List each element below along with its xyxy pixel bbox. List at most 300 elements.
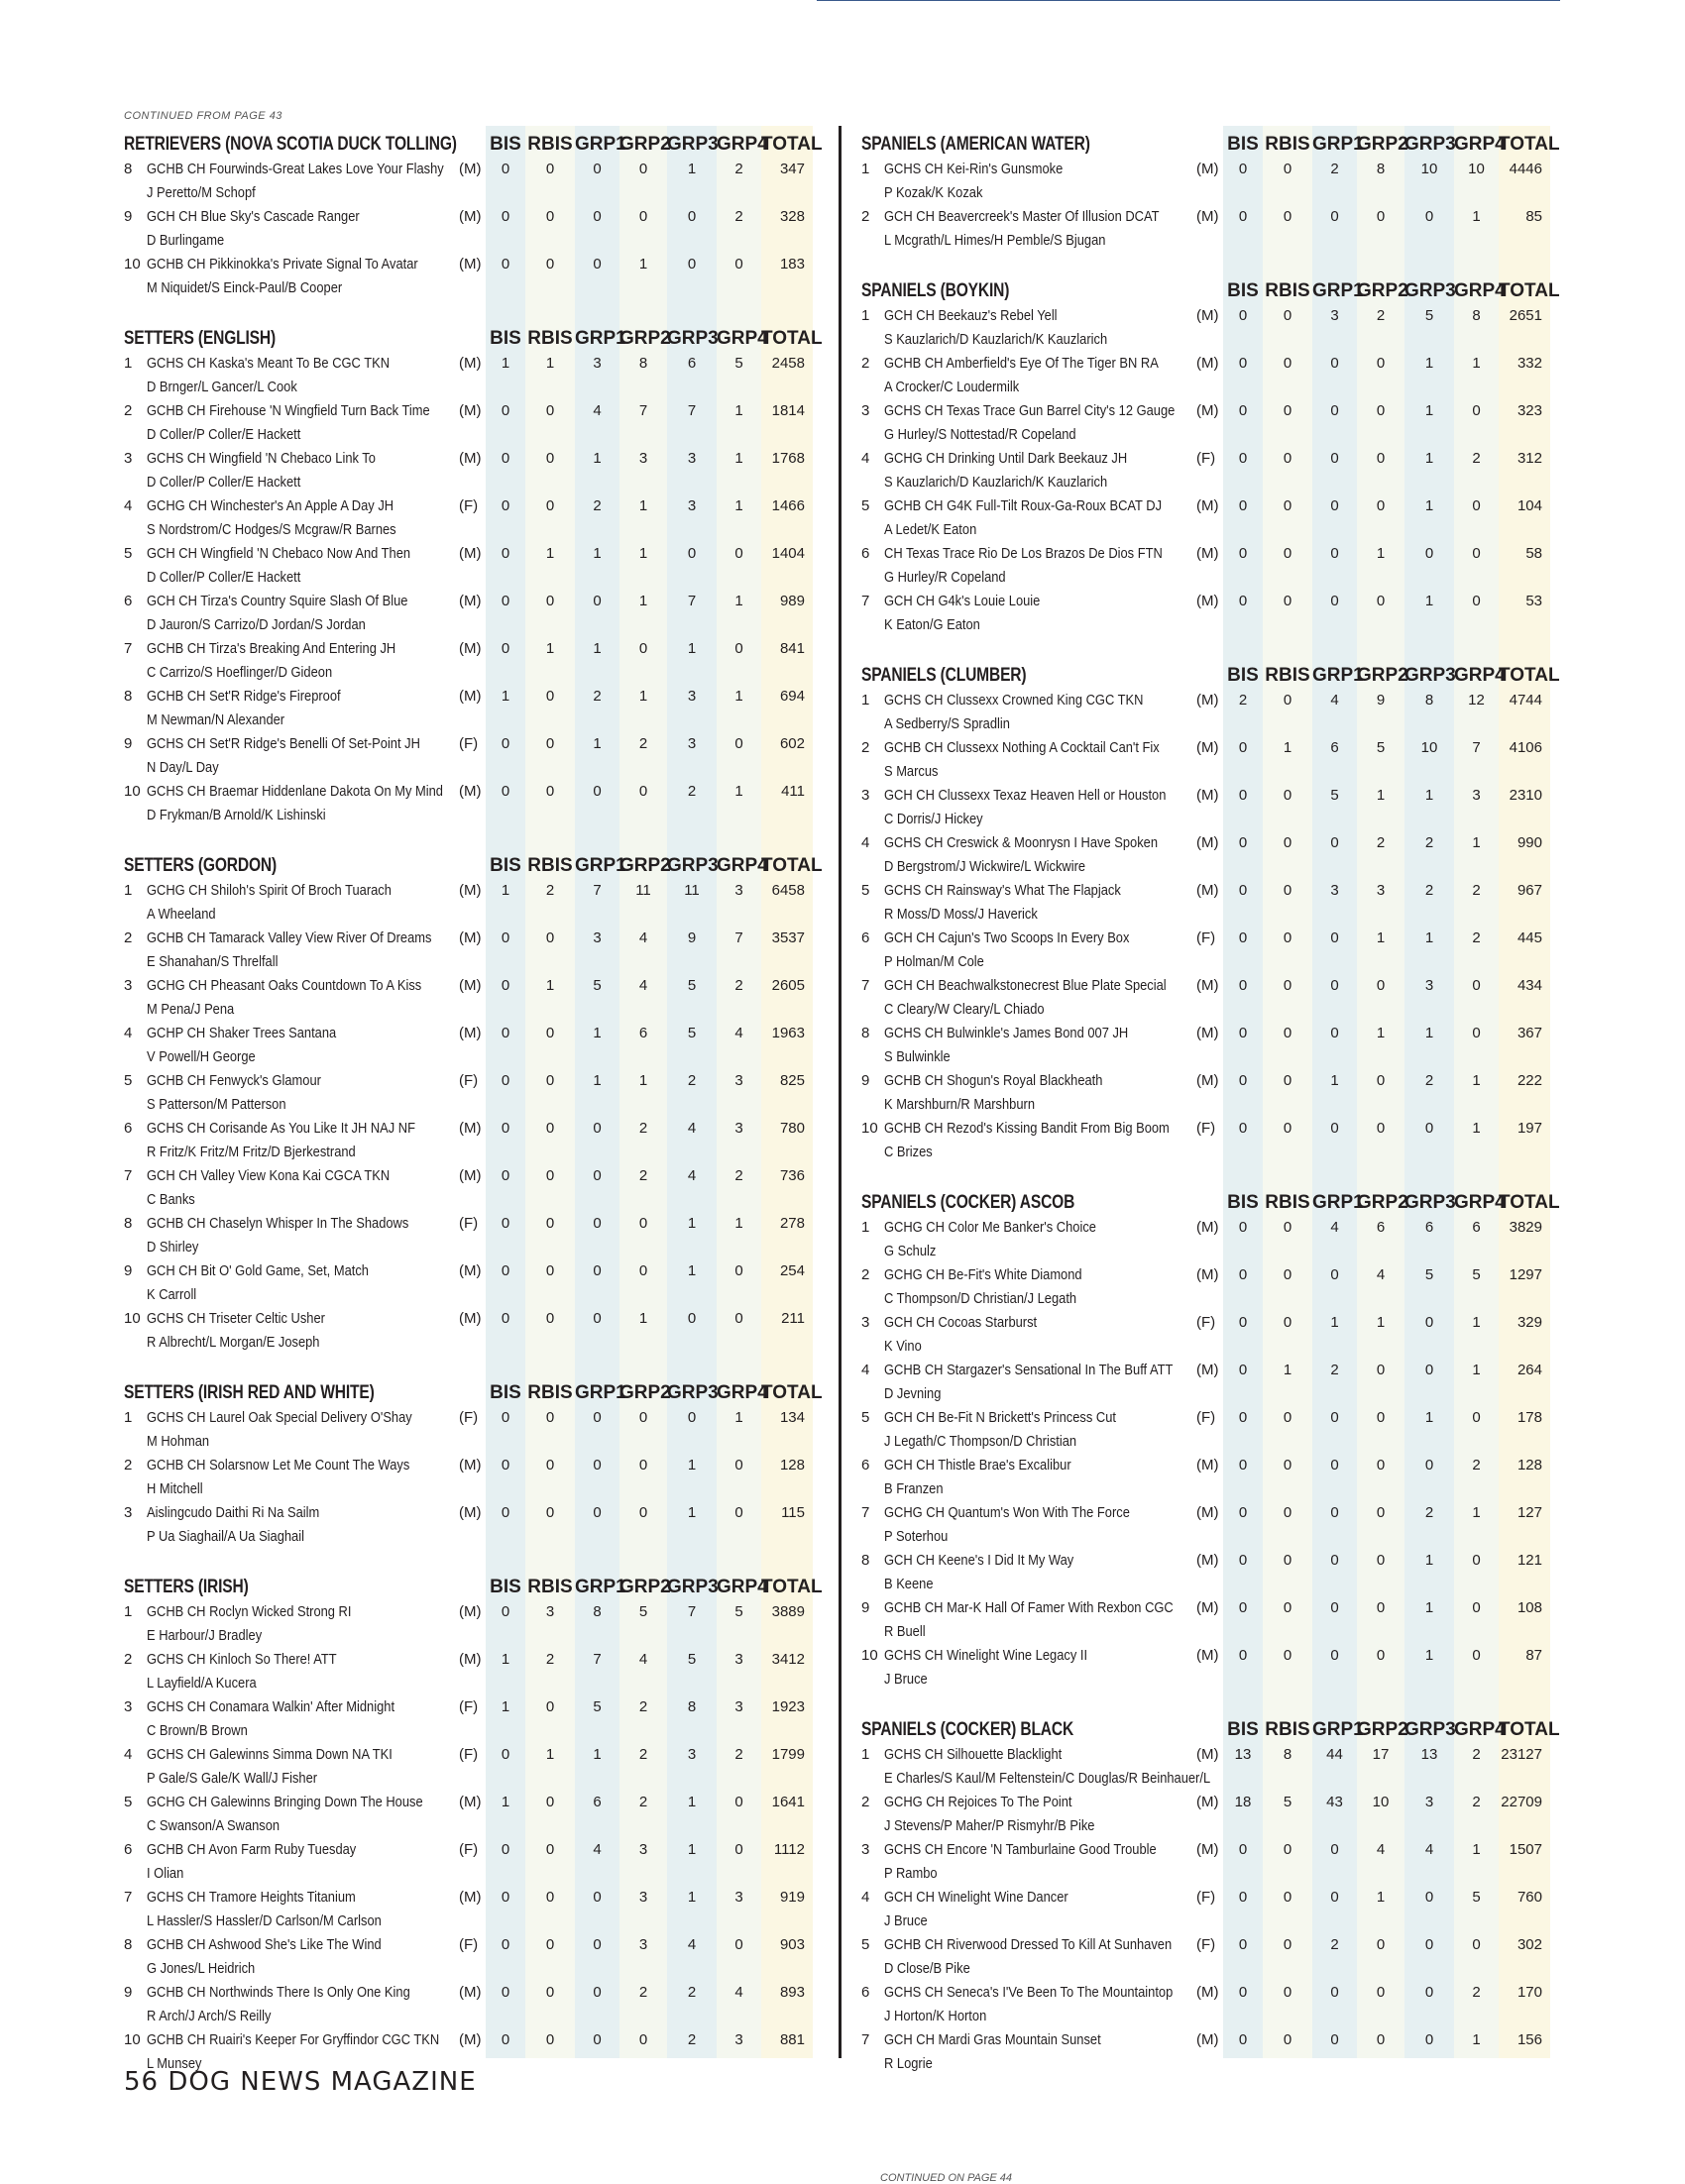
- section-header: [861, 126, 1560, 158]
- dog-name: GCHB CH Shogun's Royal Blackheath: [884, 1072, 1103, 1089]
- stat-grp4: 0: [734, 1262, 743, 1279]
- column-header-rbis: RBIS: [1265, 1192, 1310, 1213]
- rank-number: 4: [861, 834, 870, 851]
- stat-rbis: 0: [1283, 1072, 1292, 1089]
- dog-name: GCHS CH Laurel Oak Special Delivery O'Shay: [147, 1409, 412, 1426]
- rank-number: 5: [861, 1409, 870, 1426]
- entry-names: [884, 1886, 1183, 1933]
- stat-grp2: 0: [638, 1457, 648, 1474]
- continued-from-note: CONTINUED FROM PAGE 43: [124, 110, 282, 122]
- sex-indicator: (M): [459, 977, 482, 994]
- stat-total: 602: [779, 735, 805, 752]
- stat-grp2: 0: [1376, 208, 1386, 225]
- entry-names: [147, 399, 446, 447]
- column-header-grp3: GRP3: [667, 1382, 719, 1403]
- entry-info: [861, 1406, 1223, 1454]
- stat-total: 919: [779, 1889, 805, 1906]
- ranking-row: [861, 205, 1550, 253]
- ranking-row: [124, 1259, 813, 1307]
- stat-grp1: 0: [593, 593, 602, 609]
- owner-names: A Crocker/C Loudermilk: [884, 379, 1020, 395]
- stat-grp3: 1: [687, 1457, 697, 1474]
- stat-bis: 0: [501, 1215, 510, 1232]
- right-rankings: [861, 126, 1560, 2076]
- stat-grp2: 8: [638, 355, 648, 372]
- stat-grp1: 0: [1330, 1504, 1339, 1521]
- ranking-row: [124, 1838, 813, 1886]
- rank-number: 2: [124, 929, 133, 946]
- stat-rbis: 0: [1283, 1457, 1292, 1474]
- stat-grp1: 6: [1330, 739, 1339, 756]
- stat-grp2: 2: [638, 1698, 648, 1715]
- stat-grp1: 0: [1330, 1457, 1339, 1474]
- rank-number: 10: [124, 1310, 141, 1327]
- stat-bis: 0: [501, 1936, 510, 1953]
- entry-info: [124, 158, 486, 205]
- stat-grp4: 3: [734, 1651, 743, 1668]
- stat-grp4: 3: [734, 2031, 743, 2048]
- ranking-row: [861, 1791, 1550, 1838]
- entry-names: [884, 304, 1183, 352]
- stat-grp4: 1: [1472, 1362, 1481, 1378]
- dog-name: GCHG CH Pheasant Oaks Countdown To A Kiss: [147, 977, 422, 994]
- stat-grp1: 5: [593, 977, 602, 994]
- ranking-row: [124, 1886, 813, 1933]
- dog-name: GCH CH Cocoas Starburst: [884, 1314, 1038, 1331]
- entry-info: [861, 205, 1223, 253]
- column-header-grp4: GRP4: [717, 1577, 768, 1597]
- stat-grp1: 0: [593, 256, 602, 273]
- dog-name: GCHS CH Conamara Walkin' After Midnight: [147, 1698, 395, 1715]
- breed-title: SETTERS (IRISH RED AND WHITE): [124, 1382, 375, 1403]
- column-header-total: TOTAL: [1499, 280, 1560, 301]
- column-header-grp4: GRP4: [1454, 134, 1506, 155]
- stat-total: 23127: [1501, 1746, 1542, 1763]
- entry-info: [124, 1212, 486, 1259]
- stat-grp2: 1: [1376, 1314, 1386, 1331]
- column-header-rbis: RBIS: [527, 1577, 573, 1597]
- stat-bis: 0: [501, 256, 510, 273]
- ranking-row: [861, 1743, 1550, 1791]
- owner-names: E Harbour/J Bradley: [147, 1627, 263, 1644]
- rank-number: 8: [124, 161, 133, 177]
- column-header-bis: BIS: [490, 328, 521, 349]
- stat-grp4: 0: [734, 640, 743, 657]
- stat-grp4: 1: [1472, 208, 1481, 225]
- stat-grp3: 5: [687, 1651, 697, 1668]
- stat-rbis: 0: [1283, 977, 1292, 994]
- stat-rbis: 0: [545, 1072, 555, 1089]
- ranking-row: [124, 732, 813, 780]
- breed-section: [861, 1184, 1560, 1692]
- ranking-row: [861, 1263, 1550, 1311]
- stat-grp3: 0: [1424, 1120, 1434, 1137]
- sex-indicator: (M): [459, 1603, 482, 1620]
- stat-bis: 0: [501, 1167, 510, 1184]
- sex-indicator: (F): [1196, 1889, 1216, 1906]
- stat-grp3: 2: [687, 783, 697, 800]
- stat-total: 3829: [1509, 1219, 1542, 1236]
- stat-total: 1641: [771, 1794, 805, 1810]
- rank-number: 4: [861, 1362, 870, 1378]
- entry-names: [147, 590, 446, 637]
- ranking-row: [861, 1359, 1550, 1406]
- stat-grp3: 5: [687, 977, 697, 994]
- stat-grp4: 7: [734, 929, 743, 946]
- stat-total: 1466: [771, 497, 805, 514]
- entry-names: [147, 253, 446, 300]
- rank-number: 5: [124, 1072, 133, 1089]
- entry-names: [147, 1164, 446, 1212]
- stat-grp2: 0: [638, 2031, 648, 2048]
- sex-indicator: (M): [459, 1889, 482, 1906]
- entry-names: [884, 879, 1183, 927]
- stat-grp2: 0: [1376, 1936, 1386, 1953]
- stat-grp4: 5: [1472, 1889, 1481, 1906]
- owner-names: E Shanahan/S Threlfall: [147, 953, 279, 970]
- stat-grp4: 3: [734, 1120, 743, 1137]
- dog-name: GCHS CH Braemar Hiddenlane Dakota On My Mind: [147, 783, 443, 800]
- stat-grp2: 0: [638, 1409, 648, 1426]
- column-header-bis: BIS: [490, 134, 521, 155]
- sex-indicator: (F): [1196, 1936, 1216, 1953]
- stat-total: 903: [779, 1936, 805, 1953]
- owner-names: D Bergstrom/J Wickwire/L Wickwire: [884, 858, 1086, 875]
- owner-names: S Patterson/M Patterson: [147, 1096, 286, 1113]
- ranking-row: [124, 352, 813, 399]
- stat-grp1: 1: [593, 735, 602, 752]
- stat-grp1: 0: [1330, 1266, 1339, 1283]
- rank-number: 1: [124, 1409, 133, 1426]
- rank-number: 3: [861, 787, 870, 804]
- stat-rbis: 0: [1283, 929, 1292, 946]
- owner-names: R Arch/J Arch/S Reilly: [147, 2008, 272, 2024]
- stat-grp2: 0: [1376, 2031, 1386, 2048]
- dog-name: GCH CH Valley View Kona Kai CGCA TKN: [147, 1167, 391, 1184]
- ranking-row: [861, 879, 1550, 927]
- rank-number: 10: [124, 2031, 141, 2048]
- stat-bis: 0: [1238, 1841, 1248, 1858]
- stat-grp3: 3: [687, 688, 697, 705]
- rank-number: 3: [124, 450, 133, 467]
- stat-rbis: 0: [1283, 545, 1292, 562]
- entry-info: [861, 590, 1223, 637]
- stat-grp3: 2: [687, 1984, 697, 2001]
- stat-rbis: 0: [1283, 355, 1292, 372]
- stat-rbis: 0: [1283, 1984, 1292, 2001]
- entry-names: [884, 1501, 1183, 1549]
- stat-rbis: 0: [545, 1889, 555, 1906]
- owner-names: D Brnger/L Gancer/L Cook: [147, 379, 297, 395]
- entry-info: [124, 1069, 486, 1117]
- stat-grp2: 2: [638, 1120, 648, 1137]
- stat-total: 736: [779, 1167, 805, 1184]
- owner-names: S Nordstrom/C Hodges/S Mcgraw/R Barnes: [147, 521, 396, 538]
- stat-grp1: 0: [1330, 929, 1339, 946]
- entry-names: [147, 1600, 446, 1648]
- column-header-rbis: RBIS: [1265, 280, 1310, 301]
- stat-grp4: 2: [1472, 1984, 1481, 2001]
- stat-grp1: 0: [1330, 1120, 1339, 1137]
- rank-number: 9: [861, 1599, 870, 1616]
- entry-info: [861, 1311, 1223, 1359]
- dog-name: GCHS CH Encore 'N Tamburlaine Good Trouble: [884, 1841, 1157, 1858]
- stat-bis: 0: [501, 1457, 510, 1474]
- dog-name: GCHG CH Shiloh's Spirit Of Broch Tuarach: [147, 882, 392, 899]
- stat-rbis: 0: [545, 450, 555, 467]
- rank-number: 7: [124, 1167, 133, 1184]
- owner-names: H Mitchell: [147, 1480, 203, 1497]
- breed-section: [861, 126, 1560, 253]
- sex-indicator: (M): [1196, 1219, 1219, 1236]
- stat-total: 332: [1516, 355, 1542, 372]
- dog-name: GCH CH Tirza's Country Squire Slash Of Blue: [147, 593, 408, 609]
- stat-grp2: 0: [1376, 450, 1386, 467]
- entry-info: [124, 1307, 486, 1355]
- stat-grp4: 0: [734, 1936, 743, 1953]
- owner-names: S Kauzlarich/D Kauzlarich/K Kauzlarich: [884, 474, 1108, 491]
- stat-rbis: 1: [545, 545, 555, 562]
- breed-title: SETTERS (IRISH): [124, 1577, 249, 1597]
- stat-bis: 0: [1238, 834, 1248, 851]
- stat-total: 178: [1516, 1409, 1542, 1426]
- column-header-grp2: GRP2: [1357, 134, 1408, 155]
- rank-number: 9: [124, 208, 133, 225]
- stat-grp3: 0: [1424, 1457, 1434, 1474]
- stat-grp3: 1: [687, 161, 697, 177]
- dog-name: GCHG CH Color Me Banker's Choice: [884, 1219, 1096, 1236]
- stat-bis: 0: [501, 1120, 510, 1137]
- stat-grp3: 2: [687, 1072, 697, 1089]
- dog-name: GCH CH Bit O' Gold Game, Set, Match: [147, 1262, 369, 1279]
- stat-grp3: 0: [687, 1409, 697, 1426]
- entry-names: [884, 1263, 1183, 1311]
- owner-names: J Bruce: [884, 1912, 928, 1929]
- stat-grp4: 2: [1472, 1457, 1481, 1474]
- sex-indicator: (M): [1196, 692, 1219, 709]
- stat-grp3: 10: [1420, 161, 1438, 177]
- stat-grp2: 0: [1376, 1120, 1386, 1137]
- ranking-row: [124, 879, 813, 927]
- dog-name: GCH CH Clussexx Texaz Heaven Hell or Houston: [884, 787, 1167, 804]
- column-header-bis: BIS: [490, 1382, 521, 1403]
- sex-indicator: (M): [1196, 307, 1219, 324]
- entry-names: [147, 542, 446, 590]
- entry-names: [884, 542, 1183, 590]
- stat-grp3: 0: [1424, 1984, 1434, 2001]
- column-header-rbis: RBIS: [1265, 134, 1310, 155]
- rank-number: 8: [861, 1025, 870, 1041]
- stat-grp1: 0: [1330, 1841, 1339, 1858]
- entry-names: [147, 879, 446, 927]
- entry-info: [124, 590, 486, 637]
- stat-grp1: 4: [593, 1841, 602, 1858]
- dog-name: GCHG CH Drinking Until Dark Beekauz JH: [884, 450, 1128, 467]
- stat-total: 694: [779, 688, 805, 705]
- owner-names: P Kozak/K Kozak: [884, 184, 983, 201]
- entry-info: [861, 1596, 1223, 1644]
- column-header-grp4: GRP4: [1454, 1719, 1506, 1740]
- owner-names: S Kauzlarich/D Kauzlarich/K Kauzlarich: [884, 331, 1108, 348]
- dog-name: GCH CH Beekauz's Rebel Yell: [884, 307, 1058, 324]
- stat-grp1: 2: [1330, 1936, 1339, 1953]
- stat-bis: 0: [501, 977, 510, 994]
- entry-info: [124, 1648, 486, 1695]
- sex-indicator: (M): [1196, 882, 1219, 899]
- breed-section: [124, 126, 823, 300]
- stat-rbis: 0: [1283, 1936, 1292, 1953]
- dog-name: GCHB CH Ruairi's Keeper For Gryffindor CGC TKN: [147, 2031, 440, 2048]
- dog-name: GCHB CH Stargazer's Sensational In The Buff ATT: [884, 1362, 1174, 1378]
- stat-grp3: 13: [1420, 1746, 1438, 1763]
- stat-rbis: 0: [1283, 1219, 1292, 1236]
- stat-rbis: 0: [545, 1984, 555, 2001]
- entry-info: [124, 2028, 486, 2076]
- stat-bis: 0: [501, 1025, 510, 1041]
- column-divider: [839, 126, 842, 2058]
- stat-grp2: 0: [1376, 497, 1386, 514]
- dog-name: GCHB CH Rezod's Kissing Bandit From Big Boom: [884, 1120, 1170, 1137]
- owner-names: C Swanson/A Swanson: [147, 1817, 281, 1834]
- column-header-bis: BIS: [1227, 1719, 1259, 1740]
- entry-names: [884, 205, 1183, 253]
- ranking-row: [861, 399, 1550, 447]
- entry-info: [124, 494, 486, 542]
- stat-grp1: 0: [593, 1167, 602, 1184]
- stat-grp4: 0: [734, 1457, 743, 1474]
- entry-names: [147, 780, 446, 827]
- owner-names: D Coller/P Coller/E Hackett: [147, 426, 301, 443]
- stat-rbis: 3: [545, 1603, 555, 1620]
- stat-rbis: 0: [545, 735, 555, 752]
- entry-info: [861, 1216, 1223, 1263]
- stat-bis: 0: [1238, 1120, 1248, 1137]
- stat-bis: 0: [1238, 1266, 1248, 1283]
- rank-number: 1: [124, 882, 133, 899]
- stat-grp2: 0: [1376, 1504, 1386, 1521]
- entry-info: [124, 1117, 486, 1164]
- stat-grp1: 0: [1330, 450, 1339, 467]
- stat-grp2: 3: [638, 1936, 648, 1953]
- ranking-row: [861, 1644, 1550, 1692]
- entry-names: [147, 1022, 446, 1069]
- stat-grp1: 0: [593, 1889, 602, 1906]
- rank-number: 1: [861, 307, 870, 324]
- stat-total: 3889: [771, 1603, 805, 1620]
- entry-names: [147, 1454, 446, 1501]
- stat-grp4: 2: [734, 161, 743, 177]
- stat-grp1: 7: [593, 882, 602, 899]
- stat-bis: 2: [1238, 692, 1248, 709]
- ranking-row: [124, 1695, 813, 1743]
- breed-section: [124, 320, 823, 827]
- column-header-total: TOTAL: [1499, 134, 1560, 155]
- ranking-row: [861, 1933, 1550, 1981]
- stat-total: 328: [779, 208, 805, 225]
- stat-rbis: 0: [1283, 1552, 1292, 1569]
- column-header-grp1: GRP1: [575, 328, 626, 349]
- entry-info: [861, 974, 1223, 1022]
- ranking-row: [861, 784, 1550, 831]
- entry-names: [147, 1406, 446, 1454]
- stat-grp2: 0: [638, 640, 648, 657]
- stat-grp2: 6: [638, 1025, 648, 1041]
- owner-names: J Bruce: [884, 1671, 928, 1688]
- stat-grp4: 5: [1472, 1266, 1481, 1283]
- entry-names: [884, 927, 1183, 974]
- sex-indicator: (F): [1196, 1409, 1216, 1426]
- dog-name: GCHG CH Rejoices To The Point: [884, 1794, 1072, 1810]
- column-header-grp1: GRP1: [1312, 665, 1364, 686]
- dog-name: GCH CH Keene's I Did It My Way: [884, 1552, 1074, 1569]
- stat-grp2: 0: [1376, 1647, 1386, 1664]
- stat-bis: 0: [501, 593, 510, 609]
- stat-grp1: 0: [593, 1310, 602, 1327]
- stat-bis: 0: [1238, 787, 1248, 804]
- stat-total: 128: [779, 1457, 805, 1474]
- stat-total: 3412: [771, 1651, 805, 1668]
- sex-indicator: (M): [459, 688, 482, 705]
- rank-number: 6: [124, 593, 133, 609]
- stat-grp2: 0: [638, 161, 648, 177]
- entry-info: [861, 542, 1223, 590]
- stat-bis: 0: [1238, 1072, 1248, 1089]
- stat-grp2: 1: [1376, 545, 1386, 562]
- entry-names: [147, 1501, 446, 1549]
- entry-info: [124, 399, 486, 447]
- rank-number: 5: [124, 1794, 133, 1810]
- rank-number: 2: [861, 355, 870, 372]
- stat-total: 323: [1516, 402, 1542, 419]
- stat-grp3: 1: [1424, 402, 1434, 419]
- stat-rbis: 0: [545, 1025, 555, 1041]
- entry-info: [124, 637, 486, 685]
- stat-rbis: 1: [545, 640, 555, 657]
- column-header-grp4: GRP4: [717, 855, 768, 876]
- dog-name: GCHB CH Avon Farm Ruby Tuesday: [147, 1841, 357, 1858]
- owner-names: C Banks: [147, 1191, 195, 1208]
- rank-number: 6: [861, 929, 870, 946]
- stat-rbis: 0: [1283, 692, 1292, 709]
- stat-bis: 13: [1234, 1746, 1252, 1763]
- entry-names: [147, 1648, 446, 1695]
- stat-rbis: 2: [545, 1651, 555, 1668]
- ranking-row: [861, 1549, 1550, 1596]
- stat-grp2: 1: [638, 256, 648, 273]
- stat-grp1: 0: [1330, 593, 1339, 609]
- column-header-bis: BIS: [1227, 134, 1259, 155]
- owner-names: A Wheeland: [147, 906, 216, 923]
- sex-indicator: (F): [1196, 929, 1216, 946]
- rank-number: 5: [124, 545, 133, 562]
- column-header-bis: BIS: [1227, 1192, 1259, 1213]
- stat-bis: 0: [1238, 882, 1248, 899]
- stat-rbis: 0: [1283, 1409, 1292, 1426]
- entry-info: [861, 1981, 1223, 2028]
- stat-rbis: 0: [1283, 1314, 1292, 1331]
- rank-number: 9: [124, 1984, 133, 2001]
- stat-total: 312: [1516, 450, 1542, 467]
- ranking-row: [861, 1886, 1550, 1933]
- stat-grp4: 2: [734, 1746, 743, 1763]
- ranking-row: [861, 1311, 1550, 1359]
- stat-total: 134: [779, 1409, 805, 1426]
- stat-grp1: 43: [1326, 1794, 1343, 1810]
- ranking-row: [124, 637, 813, 685]
- sex-indicator: (M): [459, 1262, 482, 1279]
- ranking-row: [861, 542, 1550, 590]
- rank-number: 4: [861, 1889, 870, 1906]
